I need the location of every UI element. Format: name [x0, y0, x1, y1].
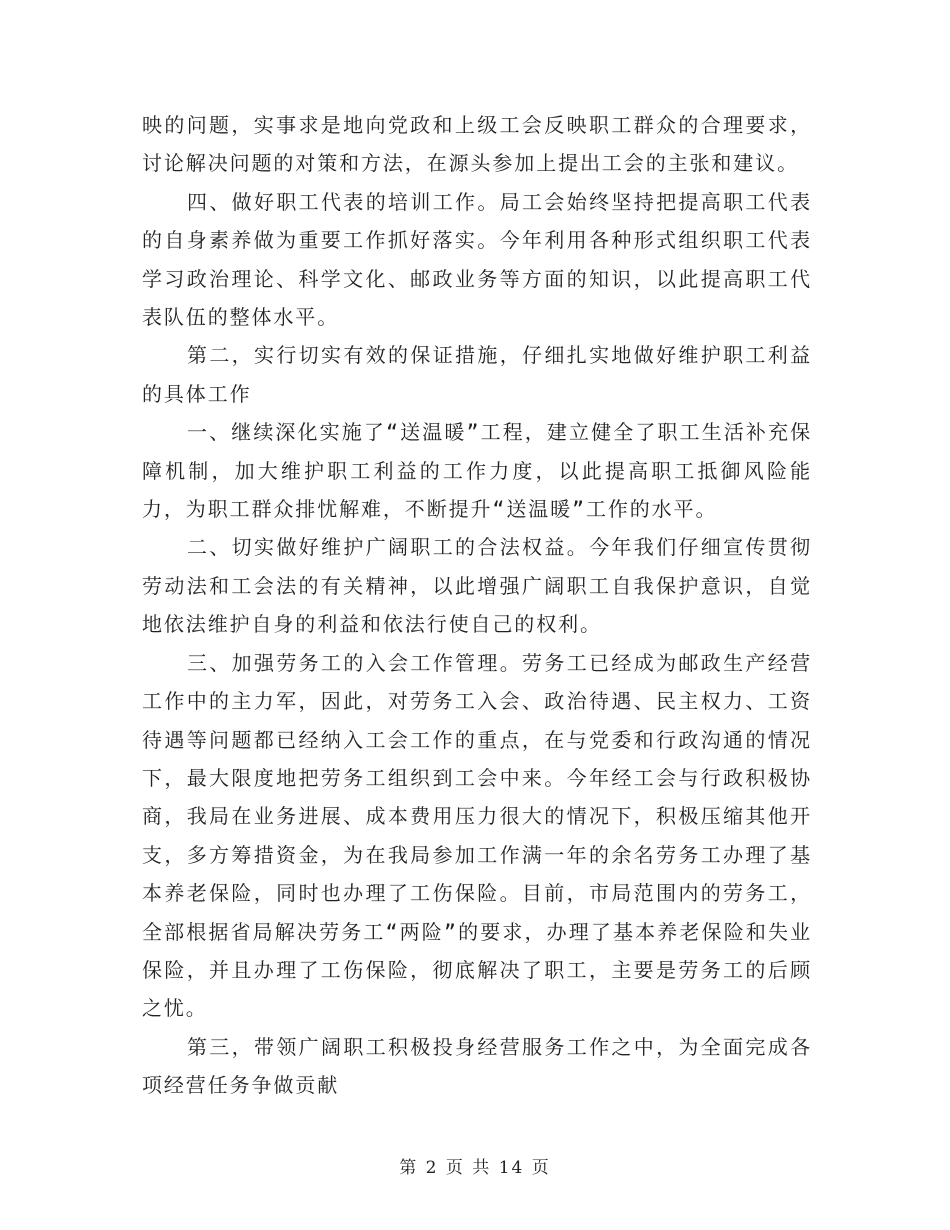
- paragraph-section-two-heading: 第二，实行切实有效的保证措施，仔细扎实地做好维护职工利益的具体工作: [142, 343, 812, 406]
- paragraph-training: 四、做好职工代表的培训工作。局工会始终坚持把提高职工代表的自身素养做为重要工作抓好落实。今年利用各种形式组织职工代表学习政治理论、科学文化、邮政业务等方面的知识，以此提高职工代表队伍的整体水平。: [142, 189, 812, 330]
- paragraph-section-three-heading: 第三，带领广阔职工积极投身经营服务工作之中，为全面完成各项经营任务争做贡献: [142, 1034, 812, 1098]
- document-body: [142, 106, 812, 1105]
- paragraph-send-warmth: 一、继续深化实施了“送温暖”工程，建立健全了职工生活补充保障机制，加大维护职工利益的工作力度，以此提高职工抵御风险能力，为职工群众排忧解难，不断提升“送温暖”工作的水平。: [142, 420, 812, 522]
- paragraph-labor-workers: 三、加强劳务工的入会工作管理。劳务工已经成为邮政生产经营工作中的主力军，因此，对劳务工入会、政治待遇、民主权力、工资待遇等问题都已经纳入工会工作的重点，在与党委和行政沟通的情况下，最大限度地把劳务工组织到工会中来。今年经工会与行政积极协商，我局在业务进展、成本费用压力很大的情况下，积极压缩其他开支，多方筹措资金，为在我局参加工作满一年的余名劳务工办理了基本养老保险，同时也办理了工伤保险。目前，市局范围内的劳务工，全部根据省局解决劳务工“两险”的要求，办理了基本养老保险和失业保险，并且办理了工伤保险，彻底解决了职工，主要是劳务工的后顾之忧。: [142, 650, 812, 1021]
- paragraph-legal-rights: 二、切实做好维护广阔职工的合法权益。今年我们仔细宣传贯彻劳动法和工会法的有关精神，以此增强广阔职工自我保护意识，自觉地依法维护自身的利益和依法行使自己的权利。: [142, 535, 812, 637]
- paragraph-continuation: 映的问题，实事求是地向党政和上级工会反映职工群众的合理要求，讨论解决问题的对策和方法，在源头参加上提出工会的主张和建议。: [142, 113, 812, 176]
- page-number-footer: 第 2 页 共 14 页: [399, 1158, 551, 1178]
